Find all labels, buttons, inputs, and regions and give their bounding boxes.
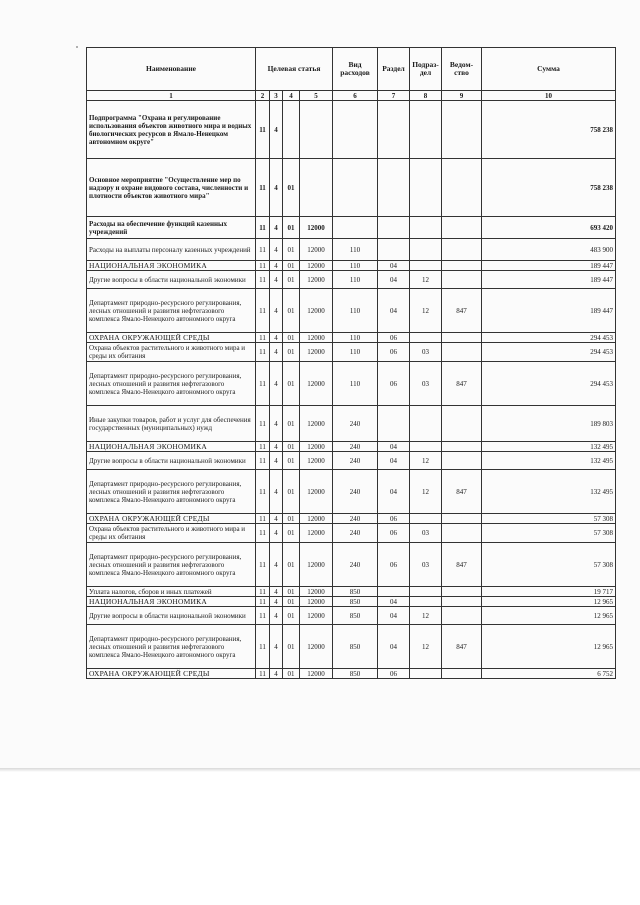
subsection: 12 [410,607,442,625]
row-name: НАЦИОНАЛЬНАЯ ЭКОНОМИКА [87,597,256,607]
target-code: 12000 [300,442,333,452]
section: 06 [378,333,410,343]
expense-type: 850 [333,669,378,679]
expense-type: 240 [333,514,378,524]
expense-type: 240 [333,452,378,470]
subsection [410,261,442,271]
col-number: 6 [333,91,378,101]
target-part-2: 4 [270,343,283,362]
col-number: 9 [442,91,482,101]
target-part-3: 01 [283,217,300,239]
target-part-3: 01 [283,597,300,607]
row-name: ОХРАНА ОКРУЖАЮЩЕЙ СРЕДЫ [87,333,256,343]
row-name: Расходы на обеспечение функций казенных учреждений [87,217,256,239]
amount: 132 495 [482,452,616,470]
table-row [87,597,616,607]
expense-type: 110 [333,362,378,406]
target-code: 12000 [300,343,333,362]
target-part-1: 11 [256,524,270,543]
table-row [87,406,616,442]
target-part-2: 4 [270,362,283,406]
table-row [87,217,616,239]
table-row [87,362,616,406]
target-part-3: 01 [283,607,300,625]
target-code: 12000 [300,261,333,271]
amount: 758 238 [482,101,616,159]
amount: 57 308 [482,514,616,524]
page-edge [0,768,640,772]
target-part-3: 01 [283,159,300,217]
row-name: ОХРАНА ОКРУЖАЮЩЕЙ СРЕДЫ [87,669,256,679]
target-part-3: 01 [283,343,300,362]
target-code: 12000 [300,406,333,442]
target-code [300,159,333,217]
section [378,587,410,597]
header-vid: Вид расходов [333,48,378,91]
table-row [87,452,616,470]
amount: 57 308 [482,524,616,543]
amount: 294 453 [482,362,616,406]
target-code: 12000 [300,333,333,343]
section: 06 [378,514,410,524]
target-part-2: 4 [270,543,283,587]
subsection [410,514,442,524]
budget-table [86,47,616,679]
target-part-2: 4 [270,524,283,543]
table-row [87,333,616,343]
section: 06 [378,669,410,679]
subsection: 12 [410,470,442,514]
target-part-3: 01 [283,625,300,669]
department-code: 847 [442,289,482,333]
target-code: 12000 [300,239,333,261]
target-code: 12000 [300,217,333,239]
amount: 693 420 [482,217,616,239]
target-part-2: 4 [270,333,283,343]
target-part-3: 01 [283,362,300,406]
target-part-3: 01 [283,669,300,679]
subsection [410,669,442,679]
target-part-3: 01 [283,587,300,597]
row-name: Департамент природно-ресурсного регулирования, лесных отношений и развития нефтегазового комплекса Ямало-Ненецкого автономного округа [87,470,256,514]
target-part-3 [283,101,300,159]
expense-type: 850 [333,587,378,597]
target-code: 12000 [300,597,333,607]
subsection: 03 [410,343,442,362]
department-code: 847 [442,470,482,514]
department-code [442,442,482,452]
section: 04 [378,625,410,669]
amount: 19 717 [482,587,616,597]
subsection: 03 [410,524,442,543]
row-name: Основное мероприятие "Осуществление мер по надзору и охране видового состава, численности и плотности объектов животного мира" [87,159,256,217]
section: 04 [378,442,410,452]
row-name: Подпрограмма "Охрана и регулирование использования объектов животного мира и водных биологических ресурсов в Ямало-Ненецком автономном округе" [87,101,256,159]
col-number: 8 [410,91,442,101]
expense-type: 240 [333,406,378,442]
target-part-2: 4 [270,452,283,470]
subsection [410,597,442,607]
target-code: 12000 [300,289,333,333]
table-row [87,261,616,271]
amount: 132 495 [482,470,616,514]
target-part-3: 01 [283,524,300,543]
department-code [442,101,482,159]
department-code [442,597,482,607]
department-code: 847 [442,625,482,669]
target-part-1: 11 [256,271,270,289]
department-code [442,452,482,470]
table-row [87,271,616,289]
subsection: 03 [410,362,442,406]
target-code: 12000 [300,362,333,406]
department-code [442,159,482,217]
department-code [442,333,482,343]
target-part-2: 4 [270,587,283,597]
target-part-2: 4 [270,289,283,333]
section: 06 [378,543,410,587]
department-code [442,514,482,524]
section: 04 [378,261,410,271]
table-row [87,101,616,159]
amount: 189 447 [482,289,616,333]
target-part-3: 01 [283,239,300,261]
subsection: 12 [410,289,442,333]
subsection [410,101,442,159]
amount: 189 803 [482,406,616,442]
expense-type [333,217,378,239]
department-code [442,271,482,289]
subsection [410,406,442,442]
department-code [442,669,482,679]
header-podrazdel: Подраз-дел [410,48,442,91]
target-part-3: 01 [283,333,300,343]
target-part-2: 4 [270,101,283,159]
header-row [87,48,616,91]
department-code [442,239,482,261]
header-razdel: Раздел [378,48,410,91]
expense-type: 240 [333,543,378,587]
amount: 483 900 [482,239,616,261]
header-summa: Сумма [482,48,616,91]
subsection: 03 [410,543,442,587]
scan-speck [76,46,78,48]
row-name: Другие вопросы в области национальной экономики [87,607,256,625]
department-code [442,587,482,597]
target-code: 12000 [300,514,333,524]
section: 06 [378,343,410,362]
col-number: 5 [300,91,333,101]
target-part-1: 11 [256,597,270,607]
expense-type: 110 [333,289,378,333]
target-code: 12000 [300,607,333,625]
amount: 294 453 [482,333,616,343]
expense-type: 110 [333,239,378,261]
table-row [87,159,616,217]
subsection [410,333,442,343]
row-name: Охрана объектов растительного и животного мира и среды их обитания [87,524,256,543]
row-name: Департамент природно-ресурсного регулирования, лесных отношений и развития нефтегазового комплекса Ямало-Ненецкого автономного округа [87,362,256,406]
target-part-1: 11 [256,452,270,470]
target-part-3: 01 [283,261,300,271]
target-code: 12000 [300,669,333,679]
table-body [87,101,616,679]
table-row [87,587,616,597]
header-vedomstvo: Ведом-ство [442,48,482,91]
target-part-1: 11 [256,289,270,333]
target-part-1: 11 [256,669,270,679]
amount: 57 308 [482,543,616,587]
section [378,217,410,239]
col-number: 1 [87,91,256,101]
table-row [87,669,616,679]
table-row [87,470,616,514]
target-code: 12000 [300,452,333,470]
col-number: 10 [482,91,616,101]
department-code [442,343,482,362]
subsection [410,442,442,452]
department-code [442,607,482,625]
amount: 12 965 [482,597,616,607]
row-name: Охрана объектов растительного и животного мира и среды их обитания [87,343,256,362]
expense-type: 240 [333,524,378,543]
header-target: Целевая статья [256,48,333,91]
amount: 12 965 [482,625,616,669]
table-row [87,239,616,261]
section: 04 [378,470,410,514]
col-number: 4 [283,91,300,101]
section [378,101,410,159]
col-number: 2 [256,91,270,101]
target-part-1: 11 [256,587,270,597]
expense-type: 850 [333,597,378,607]
target-part-2: 4 [270,597,283,607]
target-part-3: 01 [283,543,300,587]
table-row [87,442,616,452]
target-part-1: 11 [256,101,270,159]
column-number-row [87,91,616,101]
target-part-3: 01 [283,289,300,333]
target-code [300,101,333,159]
target-part-1: 11 [256,625,270,669]
department-code [442,524,482,543]
target-part-3: 01 [283,406,300,442]
expense-type: 110 [333,261,378,271]
target-part-2: 4 [270,406,283,442]
section [378,406,410,442]
row-name: Департамент природно-ресурсного регулирования, лесных отношений и развития нефтегазового комплекса Ямало-Ненецкого автономного округа [87,289,256,333]
target-part-1: 11 [256,514,270,524]
target-part-2: 4 [270,607,283,625]
table-row [87,543,616,587]
subsection [410,159,442,217]
target-part-3: 01 [283,452,300,470]
target-part-1: 11 [256,239,270,261]
row-name: Иные закупки товаров, работ и услуг для обеспечения государственных (муниципальных) нужд [87,406,256,442]
target-part-3: 01 [283,470,300,514]
department-code [442,406,482,442]
table-row [87,524,616,543]
col-number: 7 [378,91,410,101]
row-name: НАЦИОНАЛЬНАЯ ЭКОНОМИКА [87,261,256,271]
target-part-1: 11 [256,261,270,271]
subsection [410,217,442,239]
target-part-1: 11 [256,333,270,343]
section: 04 [378,289,410,333]
department-code [442,261,482,271]
expense-type: 240 [333,442,378,452]
expense-type: 110 [333,271,378,289]
table-row [87,343,616,362]
target-code: 12000 [300,524,333,543]
table-row [87,514,616,524]
target-part-2: 4 [270,625,283,669]
section: 04 [378,597,410,607]
subsection: 12 [410,452,442,470]
section [378,159,410,217]
expense-type: 110 [333,333,378,343]
target-part-2: 4 [270,261,283,271]
section: 06 [378,362,410,406]
col-number: 3 [270,91,283,101]
expense-type: 240 [333,470,378,514]
target-part-1: 11 [256,543,270,587]
row-name: Департамент природно-ресурсного регулирования, лесных отношений и развития нефтегазового комплекса Ямало-Ненецкого автономного округа [87,543,256,587]
amount: 132 495 [482,442,616,452]
target-part-3: 01 [283,271,300,289]
amount: 189 447 [482,271,616,289]
target-part-1: 11 [256,159,270,217]
amount: 189 447 [482,261,616,271]
row-name: Расходы на выплаты персоналу казенных учреждений [87,239,256,261]
subsection [410,239,442,261]
target-part-2: 4 [270,159,283,217]
target-part-2: 4 [270,217,283,239]
row-name: НАЦИОНАЛЬНАЯ ЭКОНОМИКА [87,442,256,452]
target-part-1: 11 [256,442,270,452]
section [378,239,410,261]
row-name: Департамент природно-ресурсного регулирования, лесных отношений и развития нефтегазового комплекса Ямало-Ненецкого автономного округа [87,625,256,669]
target-part-1: 11 [256,343,270,362]
amount: 6 752 [482,669,616,679]
expense-type: 850 [333,607,378,625]
subsection: 12 [410,271,442,289]
expense-type: 110 [333,343,378,362]
section: 04 [378,607,410,625]
target-part-3: 01 [283,442,300,452]
target-code: 12000 [300,543,333,587]
target-part-2: 4 [270,442,283,452]
table-row [87,607,616,625]
row-name: ОХРАНА ОКРУЖАЮЩЕЙ СРЕДЫ [87,514,256,524]
department-code: 847 [442,362,482,406]
table-row [87,625,616,669]
target-part-1: 11 [256,406,270,442]
target-part-2: 4 [270,271,283,289]
department-code [442,217,482,239]
target-part-1: 11 [256,470,270,514]
amount: 12 965 [482,607,616,625]
target-part-1: 11 [256,362,270,406]
header-name: Наименование [87,48,256,91]
expense-type: 850 [333,625,378,669]
subsection [410,587,442,597]
table-row [87,289,616,333]
target-part-1: 11 [256,217,270,239]
target-part-2: 4 [270,514,283,524]
expense-type [333,101,378,159]
amount: 294 453 [482,343,616,362]
amount: 758 238 [482,159,616,217]
target-code: 12000 [300,271,333,289]
row-name: Другие вопросы в области национальной экономики [87,452,256,470]
target-part-2: 4 [270,239,283,261]
target-part-1: 11 [256,607,270,625]
row-name: Уплата налогов, сборов и иных платежей [87,587,256,597]
target-code: 12000 [300,587,333,597]
target-code: 12000 [300,470,333,514]
target-part-2: 4 [270,669,283,679]
department-code: 847 [442,543,482,587]
target-part-3: 01 [283,514,300,524]
expense-type [333,159,378,217]
subsection: 12 [410,625,442,669]
section: 04 [378,452,410,470]
section: 06 [378,524,410,543]
row-name: Другие вопросы в области национальной экономики [87,271,256,289]
section: 04 [378,271,410,289]
target-part-2: 4 [270,470,283,514]
target-code: 12000 [300,625,333,669]
